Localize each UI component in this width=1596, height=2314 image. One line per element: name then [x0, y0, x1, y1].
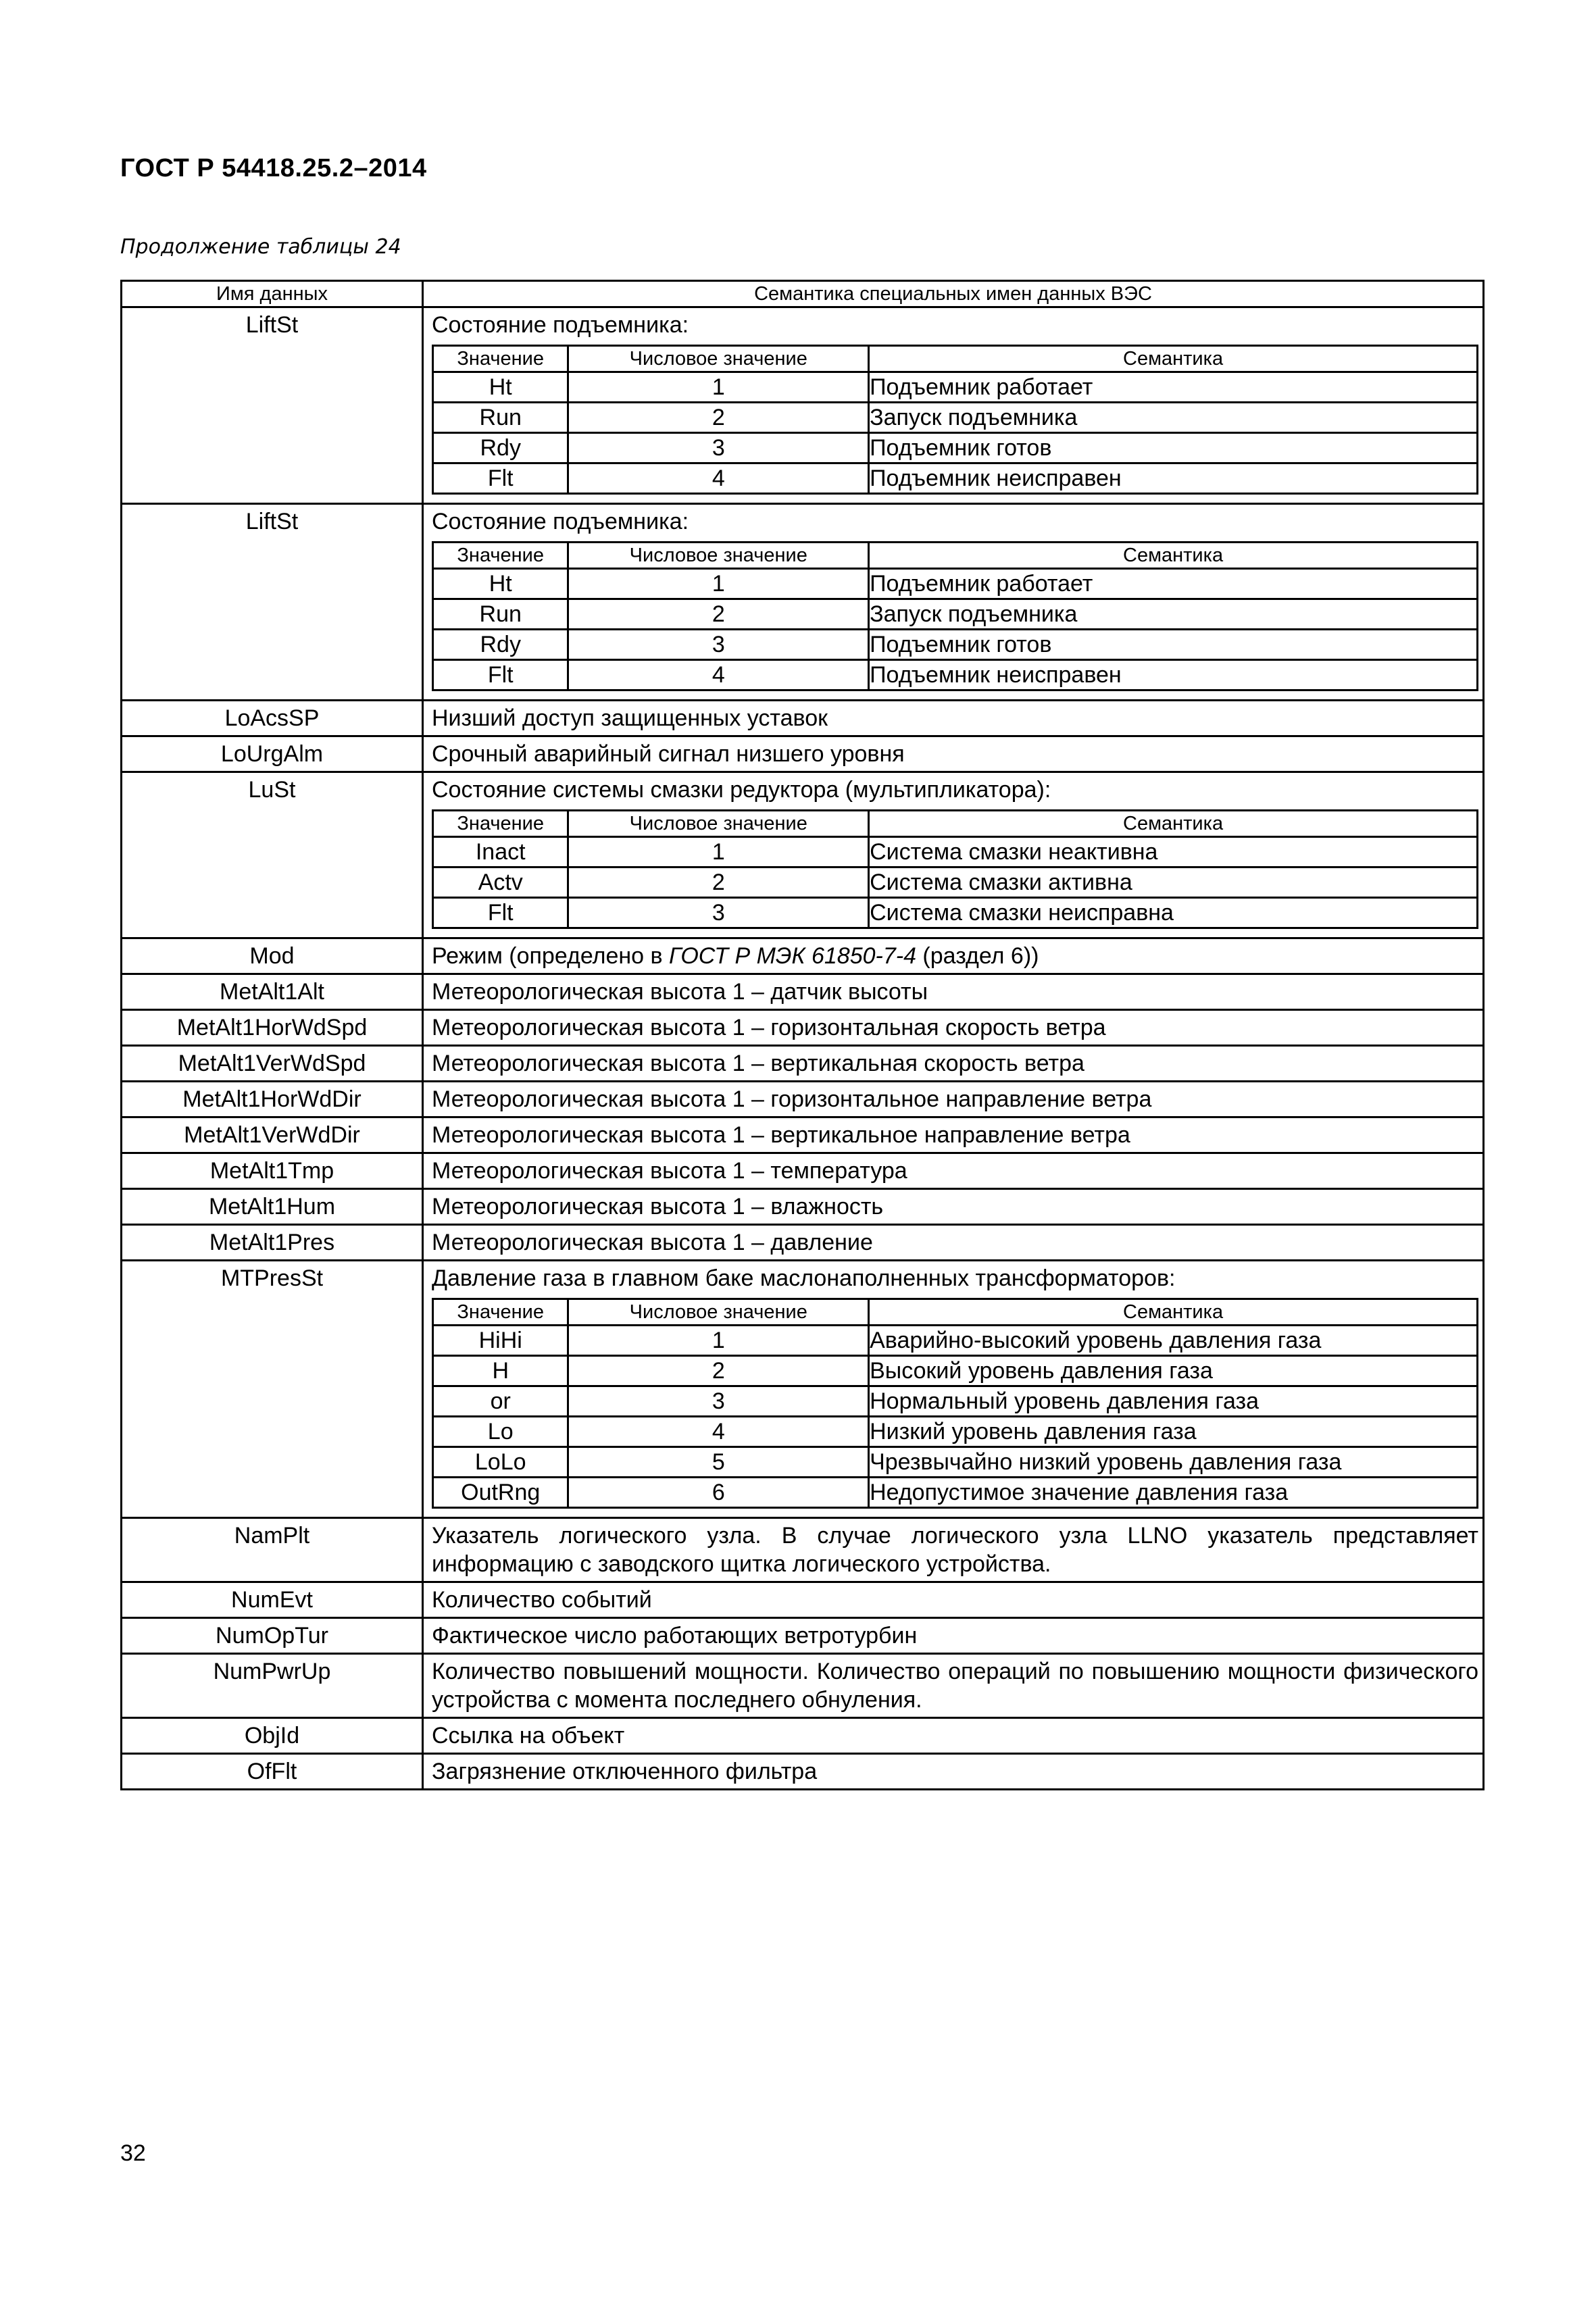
data-name-cell: MetAlt1HorWdSpd [122, 1010, 423, 1046]
data-name-cell: NumEvt [122, 1582, 423, 1618]
enum-semantics: Недопустимое значение давления газа [869, 1478, 1478, 1508]
semantics-text: Загрязнение отключенного фильтра [432, 1759, 818, 1784]
subtable-header-row [433, 811, 1478, 837]
header-data-name: Имя данных [122, 281, 423, 307]
data-name-cell: MetAlt1Pres [122, 1225, 423, 1261]
subtable-row [433, 1386, 1478, 1417]
enum-semantics: Аварийно-высокий уровень давления газа [869, 1326, 1478, 1356]
semantics-cell [423, 504, 1484, 701]
semantics-intro: Состояние подъемника: [432, 509, 689, 534]
semantics-header: Семантика [869, 543, 1478, 569]
enum-semantics: Подъемник работает [869, 372, 1478, 403]
data-name-cell: NumOpTur [122, 1618, 423, 1654]
subtable-header-row [433, 543, 1478, 569]
enum-semantics: Низкий уровень давления газа [869, 1417, 1478, 1447]
semantics-text: Низший доступ защищенных уставок [432, 705, 828, 731]
data-name-cell: LoUrgAlm [122, 736, 423, 772]
data-name-cell: NamPlt [122, 1518, 423, 1582]
semantics-cell [423, 1189, 1484, 1225]
table-row [122, 307, 1484, 504]
semantics-cell [423, 1261, 1484, 1518]
enum-value: Flt [433, 463, 568, 494]
enum-value: Lo [433, 1417, 568, 1447]
numeric-value-header: Числовое значение [568, 1299, 869, 1326]
enum-number: 2 [568, 403, 869, 433]
data-name-cell: MetAlt1Alt [122, 974, 423, 1010]
subtable-row [433, 1417, 1478, 1447]
enum-number: 3 [568, 433, 869, 463]
table-row [122, 1718, 1484, 1754]
data-name-cell: MetAlt1VerWdSpd [122, 1046, 423, 1082]
table-row [122, 1654, 1484, 1718]
table-row [122, 1153, 1484, 1189]
subtable-row [433, 569, 1478, 599]
semantics-cell [423, 938, 1484, 974]
enum-subtable [432, 345, 1478, 495]
semantics-cell [423, 1718, 1484, 1754]
enum-subtable [432, 809, 1478, 929]
value-header: Значение [433, 1299, 568, 1326]
subtable-header-row [433, 1299, 1478, 1326]
semantics-cell [423, 1082, 1484, 1117]
enum-number: 4 [568, 1417, 869, 1447]
enum-number: 3 [568, 898, 869, 928]
subtable-row [433, 1356, 1478, 1386]
semantics-text: Метеорологическая высота 1 – горизонтальное направление ветра [432, 1086, 1152, 1112]
semantics-text: Количество событий [432, 1587, 652, 1613]
semantics-text: Метеорологическая высота 1 – температура [432, 1158, 907, 1184]
table-row [122, 1117, 1484, 1153]
semantics-cell [423, 974, 1484, 1010]
enum-semantics: Система смазки неактивна [869, 837, 1478, 867]
semantics-cell [423, 1618, 1484, 1654]
subtable-row [433, 599, 1478, 630]
enum-value: Inact [433, 837, 568, 867]
enum-value: OutRng [433, 1478, 568, 1508]
semantics-intro: Состояние системы смазки редуктора (мультипликатора): [432, 777, 1051, 803]
semantics-text: Метеорологическая высота 1 – вертикальная скорость ветра [432, 1051, 1084, 1076]
enum-number: 6 [568, 1478, 869, 1508]
enum-value: HiHi [433, 1326, 568, 1356]
enum-value: Flt [433, 898, 568, 928]
semantics-text: Срочный аварийный сигнал низшего уровня [432, 741, 905, 767]
numeric-value-header: Числовое значение [568, 811, 869, 837]
enum-semantics: Подъемник неисправен [869, 660, 1478, 690]
value-header: Значение [433, 346, 568, 372]
table-row [122, 1518, 1484, 1582]
semantics-text: Метеорологическая высота 1 – вертикальное направление ветра [432, 1122, 1130, 1148]
semantics-text: Метеорологическая высота 1 – давление [432, 1230, 873, 1255]
enum-value: Actv [433, 867, 568, 898]
data-names-table [120, 280, 1485, 1790]
table-row [122, 1618, 1484, 1654]
enum-semantics: Система смазки неисправна [869, 898, 1478, 928]
semantics-text: Метеорологическая высота 1 – влажность [432, 1194, 884, 1219]
semantics-cell [423, 1654, 1484, 1718]
enum-number: 3 [568, 1386, 869, 1417]
enum-value: Rdy [433, 433, 568, 463]
semantics-cell [423, 1046, 1484, 1082]
subtable-row [433, 1478, 1478, 1508]
semantics-header: Семантика [869, 1299, 1478, 1326]
semantics-header: Семантика [869, 346, 1478, 372]
table-header-row [122, 281, 1484, 307]
table-row [122, 1225, 1484, 1261]
enum-number: 1 [568, 837, 869, 867]
enum-value: Run [433, 599, 568, 630]
table-row [122, 1261, 1484, 1518]
data-name-cell: LiftSt [122, 307, 423, 504]
numeric-value-header: Числовое значение [568, 346, 869, 372]
enum-semantics: Подъемник работает [869, 569, 1478, 599]
table-row [122, 1754, 1484, 1790]
enum-subtable [432, 1298, 1478, 1509]
semantics-text: Указатель логического узла. В случае логического узла LLNO указатель представляет информацию с заводского щитка логического устройства. [432, 1523, 1478, 1577]
enum-value: Rdy [433, 630, 568, 660]
semantics-intro: Состояние подъемника: [432, 312, 689, 338]
table-row [122, 938, 1484, 974]
enum-value: Ht [433, 569, 568, 599]
semantics-header: Семантика [869, 811, 1478, 837]
subtable-row [433, 630, 1478, 660]
semantics-cell [423, 1518, 1484, 1582]
subtable-row [433, 433, 1478, 463]
table-row [122, 974, 1484, 1010]
enum-semantics: Высокий уровень давления газа [869, 1356, 1478, 1386]
semantics-cell [423, 307, 1484, 504]
subtable-row [433, 837, 1478, 867]
data-name-cell: LiftSt [122, 504, 423, 701]
data-name-cell: LuSt [122, 772, 423, 938]
enum-value: Run [433, 403, 568, 433]
enum-number: 3 [568, 630, 869, 660]
semantics-cell [423, 1225, 1484, 1261]
enum-value: or [433, 1386, 568, 1417]
enum-number: 5 [568, 1447, 869, 1478]
data-name-cell: MetAlt1Hum [122, 1189, 423, 1225]
enum-value: Ht [433, 372, 568, 403]
semantics-cell [423, 772, 1484, 938]
semantics-text: Фактическое число работающих ветротурбин [432, 1623, 918, 1649]
data-name-cell: MetAlt1Tmp [122, 1153, 423, 1189]
data-name-cell: ObjId [122, 1718, 423, 1754]
semantics-cell [423, 701, 1484, 736]
table-caption: Продолжение таблицы 24 [120, 235, 401, 259]
table-row [122, 701, 1484, 736]
table-row [122, 1082, 1484, 1117]
semantics-intro: Давление газа в главном баке маслонаполненных трансформаторов: [432, 1265, 1176, 1291]
subtable-row [433, 1447, 1478, 1478]
table-row [122, 772, 1484, 938]
semantics-text: Ссылка на объект [432, 1723, 625, 1749]
enum-semantics: Подъемник готов [869, 630, 1478, 660]
semantics-cell [423, 736, 1484, 772]
table-row [122, 1046, 1484, 1082]
data-name-cell: NumPwrUp [122, 1654, 423, 1718]
enum-semantics: Чрезвычайно низкий уровень давления газа [869, 1447, 1478, 1478]
enum-semantics: Запуск подъемника [869, 403, 1478, 433]
enum-number: 1 [568, 1326, 869, 1356]
subtable-header-row [433, 346, 1478, 372]
semantics-text: Режим (определено в [432, 943, 669, 969]
enum-semantics: Подъемник готов [869, 433, 1478, 463]
enum-number: 2 [568, 1356, 869, 1386]
semantics-cell [423, 1117, 1484, 1153]
enum-semantics: Запуск подъемника [869, 599, 1478, 630]
semantics-cell [423, 1153, 1484, 1189]
enum-number: 4 [568, 463, 869, 494]
table-row [122, 1582, 1484, 1618]
enum-subtable [432, 541, 1478, 691]
semantics-cell [423, 1582, 1484, 1618]
subtable-row [433, 867, 1478, 898]
table-row [122, 1010, 1484, 1046]
enum-semantics: Система смазки активна [869, 867, 1478, 898]
semantics-text: Количество повышений мощности. Количество операций по повышению мощности физического устройства с момента последнего обнуления. [432, 1659, 1478, 1713]
standard-reference: ГОСТ Р МЭК 61850-7-4 [669, 943, 916, 969]
value-header: Значение [433, 543, 568, 569]
document-title: ГОСТ Р 54418.25.2–2014 [120, 154, 427, 182]
enum-number: 2 [568, 599, 869, 630]
semantics-text: Метеорологическая высота 1 – датчик высоты [432, 979, 928, 1005]
semantics-text: (раздел 6)) [916, 943, 1039, 969]
subtable-row [433, 372, 1478, 403]
subtable-row [433, 463, 1478, 494]
enum-value: Flt [433, 660, 568, 690]
subtable-row [433, 1326, 1478, 1356]
data-name-cell: MetAlt1HorWdDir [122, 1082, 423, 1117]
table-row [122, 736, 1484, 772]
subtable-row [433, 898, 1478, 928]
enum-semantics: Нормальный уровень давления газа [869, 1386, 1478, 1417]
semantics-text: Метеорологическая высота 1 – горизонтальная скорость ветра [432, 1015, 1106, 1040]
table-row [122, 1189, 1484, 1225]
subtable-row [433, 660, 1478, 690]
enum-number: 1 [568, 569, 869, 599]
data-name-cell: OfFlt [122, 1754, 423, 1790]
enum-value: H [433, 1356, 568, 1386]
data-name-cell: MTPresSt [122, 1261, 423, 1518]
enum-number: 4 [568, 660, 869, 690]
semantics-cell [423, 1010, 1484, 1046]
page-number: 32 [120, 2140, 146, 2166]
enum-number: 2 [568, 867, 869, 898]
enum-value: LoLo [433, 1447, 568, 1478]
data-name-cell: LoAcsSP [122, 701, 423, 736]
value-header: Значение [433, 811, 568, 837]
data-name-cell: Mod [122, 938, 423, 974]
table-row [122, 504, 1484, 701]
header-semantics: Семантика специальных имен данных ВЭС [423, 281, 1484, 307]
semantics-cell [423, 1754, 1484, 1790]
enum-semantics: Подъемник неисправен [869, 463, 1478, 494]
data-name-cell: MetAlt1VerWdDir [122, 1117, 423, 1153]
numeric-value-header: Числовое значение [568, 543, 869, 569]
subtable-row [433, 403, 1478, 433]
enum-number: 1 [568, 372, 869, 403]
